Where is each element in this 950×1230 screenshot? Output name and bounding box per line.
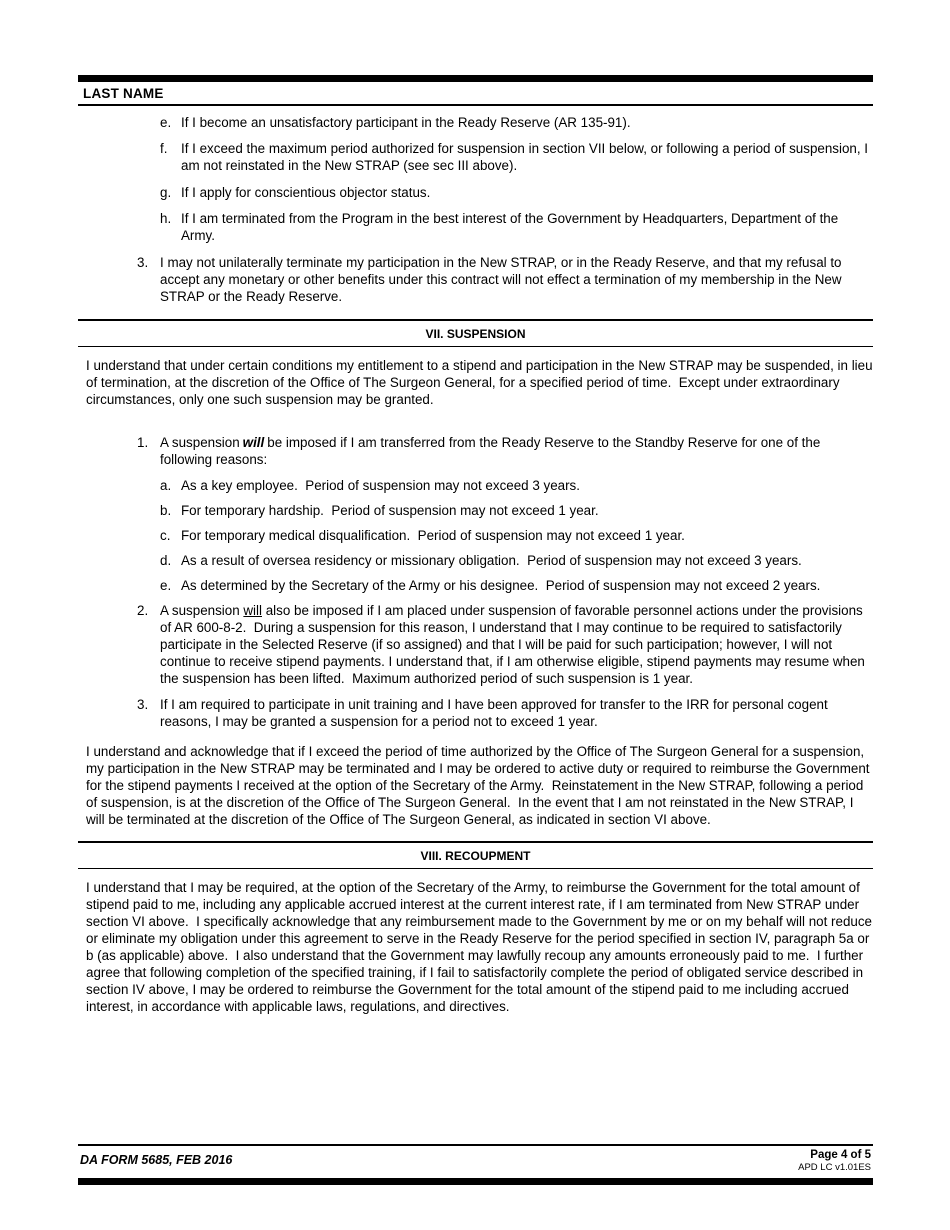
- item-text: For temporary hardship. Period of suspension may not exceed 1 year.: [181, 503, 599, 518]
- suspension-item-1d: [78, 552, 873, 569]
- item-label: 1.: [137, 435, 149, 450]
- last-name-field[interactable]: [164, 86, 873, 101]
- item-text: As a key employee. Period of suspension may not exceed 3 years.: [181, 478, 580, 493]
- item-label: 2.: [137, 603, 149, 618]
- bottom-rule: [78, 1178, 873, 1185]
- item-text: If I become an unsatisfactory participant in the Ready Reserve (AR 135-91).: [181, 115, 631, 130]
- suspension-item-2: [78, 602, 873, 687]
- suspension-item-1a: [78, 477, 873, 494]
- item-label: 3.: [137, 255, 149, 270]
- suspension-item-1e: [78, 577, 873, 594]
- item-label: e.: [160, 578, 172, 593]
- item-text: [160, 602, 873, 687]
- item-label: b.: [160, 503, 172, 518]
- suspension-item-1c: [78, 527, 873, 544]
- item-text: [160, 434, 873, 468]
- item-label: e.: [160, 115, 172, 130]
- section-header-suspension: [78, 319, 873, 347]
- page-footer: [78, 1144, 873, 1185]
- last-name-label: LAST NAME: [83, 86, 164, 101]
- item-text: If I exceed the maximum period authorized for suspension in section VII below, or following a period of suspension, I am not reinstated in the New STRAP (see sec III above).: [181, 141, 872, 173]
- item-text: If I am terminated from the Program in the best interest of the Government by Headquarters, Department of the Army.: [181, 211, 842, 243]
- item-label: c.: [160, 528, 171, 543]
- item-text: I may not unilaterally terminate my participation in the New STRAP, or in the Ready Reserve, and that my refusal to accept any monetary or other benefits under this contract will not effect a termination of my membership in the New STRAP or the Ready Reserve.: [160, 255, 846, 304]
- emphasis-will: will: [243, 603, 262, 618]
- list-item-3: [78, 254, 873, 305]
- last-name-header: [78, 82, 873, 104]
- list-item-f: [78, 140, 873, 174]
- item-text: For temporary medical disqualification. Period of suspension may not exceed 1 year.: [181, 528, 685, 543]
- item-text: As a result of oversea residency or missionary obligation. Period of suspension may not exceed 3 years.: [181, 553, 802, 568]
- section-title: VII. SUSPENSION: [425, 326, 526, 341]
- section-rule-bottom: [78, 868, 873, 870]
- footer-row: [78, 1146, 873, 1178]
- form-content: [78, 75, 877, 1015]
- footer-right: [798, 1149, 871, 1173]
- recoupment-body: I understand that I may be required, at the option of the Secretary of the Army, to reimburse the Government for the total amount of stipend paid to me, including any applicable accrued interest at the current interest rate, if I am terminated from New STRAP under section VI above. I specifically acknowledge that any reimbursement made to the Government by me or on my behalf will not reduce or eliminate my obligation under this agreement to serve in the Ready Reserve for the period specified in section IV, paragraph 5a or b (as applicable) above. I also understand that the Government may lawfully recoup any amounts erroneously paid to me. I further agree that following completion of the specified training, if I fail to satisfactorily complete the period of obligated service described in section IV above, I may be ordered to reimburse the Government for the total amount of the stipend paid to me including accrued interest, in accordance with applicable laws, regulations, and directives.: [86, 880, 876, 1014]
- section-rule-bottom: [78, 346, 873, 348]
- item-label: 3.: [137, 697, 149, 712]
- emphasis-will: will: [242, 435, 265, 450]
- suspension-item-1b: [78, 502, 873, 519]
- item-label: d.: [160, 553, 172, 568]
- suspension-item-3: [78, 696, 873, 730]
- item-text: If I am required to participate in unit training and I have been approved for transfer to the IRR for personal cogent reasons, I may be granted a suspension for a period not to exceed 1 year.: [160, 697, 832, 729]
- item-text-before: A suspension: [160, 603, 244, 618]
- suspension-item-1: [78, 434, 873, 468]
- section-header-recoupment: [78, 841, 873, 869]
- section-title: VIII. RECOUPMENT: [420, 848, 531, 863]
- item-text-after: also be imposed if I am placed under suspension of favorable personnel actions under the provisions of AR 600-8-2. During a suspension for this reason, I understand that I may continue to be required to satisfactorily participate in the Selected Reserve (if so assigned) and that I will be paid for such participation; however, I will not continue to receive stipend payments. I understand that, if I am otherwise eligible, stipend payments may resume when the suspension has been lifted. Maximum authorized period of such suspension is 1 year.: [160, 603, 869, 686]
- suspension-intro: I understand that under certain conditions my entitlement to a stipend and participation in the New STRAP may be suspended, in lieu of termination, at the discretion of the Office of The Surgeon General, for a specified period of time. Except under extraordinary circumstances, only one such suspension may be granted.: [86, 358, 877, 407]
- list-item-e: [78, 114, 873, 131]
- list-item-g: [78, 184, 873, 201]
- item-text-after: be imposed if I am transferred from the Ready Reserve to the Standby Reserve for one of the following reasons:: [160, 435, 825, 467]
- page-number: Page 4 of 5: [810, 1149, 871, 1161]
- item-label: g.: [160, 185, 172, 200]
- item-label: a.: [160, 478, 172, 493]
- form-version: APD LC v1.01ES: [798, 1162, 871, 1173]
- item-text: If I apply for conscientious objector status.: [181, 185, 431, 200]
- item-text-before: A suspension: [160, 435, 240, 450]
- last-name-underline: [78, 104, 873, 106]
- suspension-closing: I understand and acknowledge that if I exceed the period of time authorized by the Office of The Surgeon General for a suspension, my participation in the New STRAP may be terminated and I may be ordered to active duty or required to reimburse the Government for the stipend payments I received at the option of the Secretary of the Army. Reinstatement in the New STRAP, following a period of suspension, is at the discretion of the Office of The Surgeon General. In the event that I am not reinstated in the New STRAP, I will be terminated at the discretion of the Office of The Surgeon General, as indicated in section VI above.: [86, 744, 874, 827]
- list-item-h: [78, 210, 873, 244]
- item-label: h.: [160, 211, 172, 226]
- item-label: f.: [160, 141, 168, 156]
- form-id: DA FORM 5685, FEB 2016: [80, 1153, 233, 1167]
- item-text: As determined by the Secretary of the Army or his designee. Period of suspension may not exceed 2 years.: [181, 578, 821, 593]
- top-rule: [78, 75, 873, 82]
